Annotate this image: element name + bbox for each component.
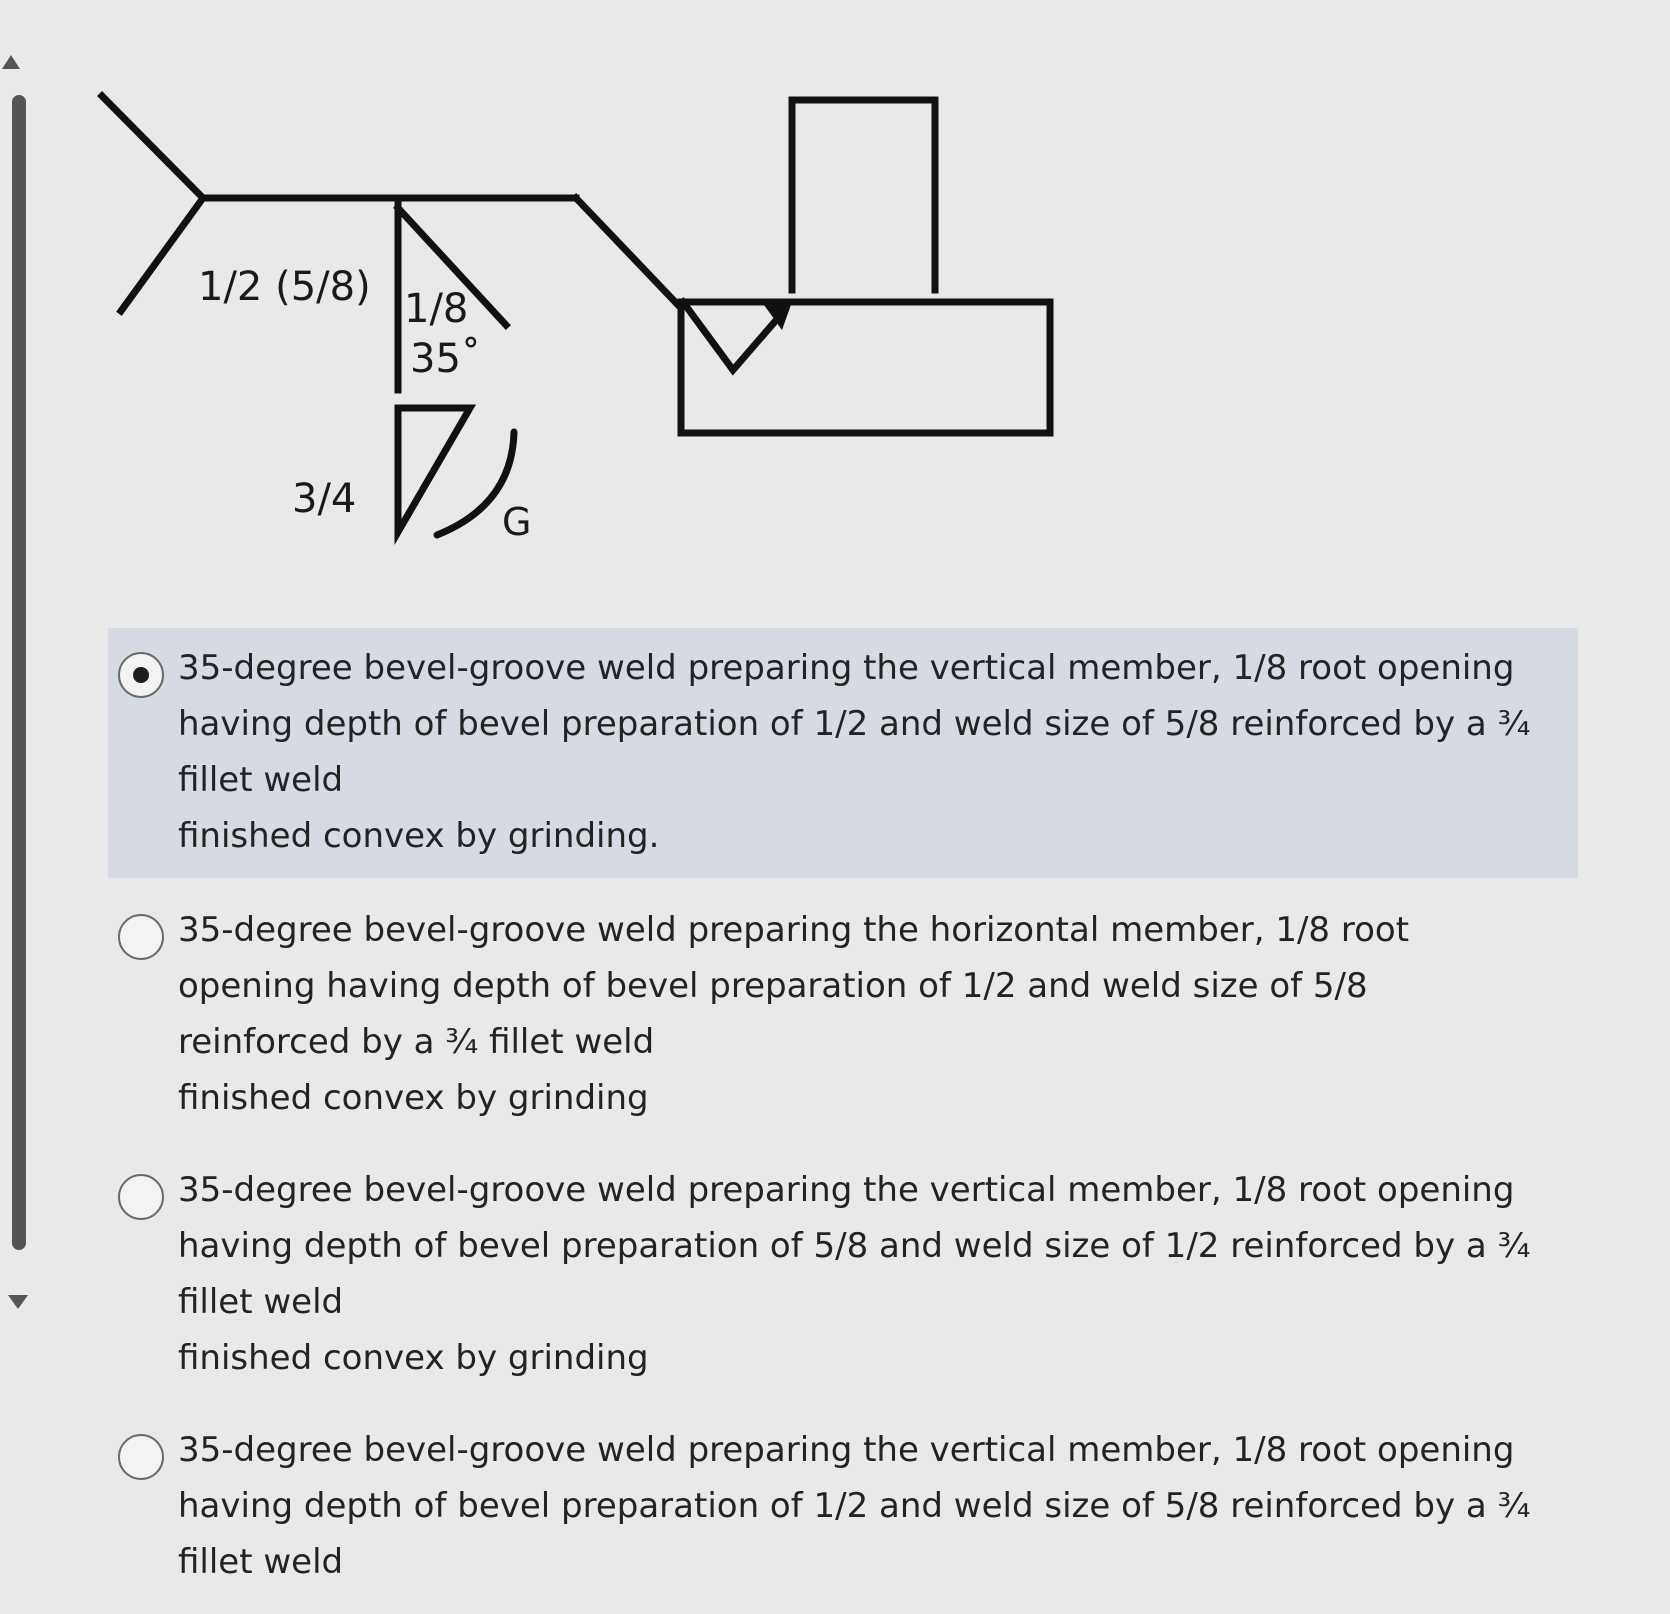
scroll-down-arrow-icon[interactable] [8, 1295, 28, 1309]
fillet-weld-symbol [398, 408, 470, 532]
option-text-line: 35-degree bevel-groove weld preparing the horizontal member, 1/8 root [178, 910, 1410, 950]
option-text-line: opening having depth of bevel preparation of 1/2 and weld size of 5/8 [178, 966, 1368, 1006]
radio-dot-icon [133, 667, 149, 683]
radio-button[interactable] [118, 1434, 164, 1480]
answer-option-1[interactable] [108, 628, 1578, 878]
label-angle: 35˚ [410, 336, 481, 382]
option-text-line: having depth of bevel preparation of 5/8 and weld size of 1/2 reinforced by a ¾ [178, 1226, 1531, 1266]
arrow-leader-line [576, 198, 680, 307]
option-text-line: finished convex by grinding. [178, 816, 660, 856]
label-fillet-size: 3/4 [292, 476, 357, 522]
groove-preparation [683, 302, 778, 370]
option-text-line: having depth of bevel preparation of 1/2 and weld size of 5/8 reinforced by a ¾ [178, 1486, 1531, 1526]
label-groove-size: 1/2 (5/8) [198, 264, 371, 310]
radio-button-selected[interactable] [118, 652, 164, 698]
option-text-line: finished convex by grinding [178, 1338, 649, 1378]
answer-option-4[interactable] [108, 1410, 1578, 1602]
option-text-line: fillet weld [178, 760, 344, 800]
radio-button[interactable] [118, 914, 164, 960]
option-text-line: having depth of bevel preparation of 1/2 and weld size of 5/8 reinforced by a ¾ [178, 704, 1531, 744]
answer-options [108, 628, 1578, 1614]
option-text-line: fillet weld [178, 1542, 344, 1582]
answer-option-2[interactable] [108, 890, 1578, 1138]
radio-button[interactable] [118, 1174, 164, 1220]
option-text-line: 35-degree bevel-groove weld preparing the vertical member, 1/8 root opening [178, 1170, 1515, 1210]
label-root-opening: 1/8 [404, 286, 469, 332]
option-text-line: fillet weld [178, 1282, 344, 1322]
option-text-line: 35-degree bevel-groove weld preparing the vertical member, 1/8 root opening [178, 1430, 1515, 1470]
answer-option-3[interactable] [108, 1150, 1578, 1398]
tail-line [102, 96, 203, 311]
option-text-line: finished convex by grinding [178, 1078, 649, 1118]
label-finish: G [502, 500, 532, 544]
option-text-line: 35-degree bevel-groove weld preparing the vertical member, 1/8 root opening [178, 648, 1515, 688]
vertical-member [792, 100, 935, 290]
option-text-line: reinforced by a ¾ fillet weld [178, 1022, 655, 1062]
welding-symbol-diagram [0, 0, 1100, 580]
